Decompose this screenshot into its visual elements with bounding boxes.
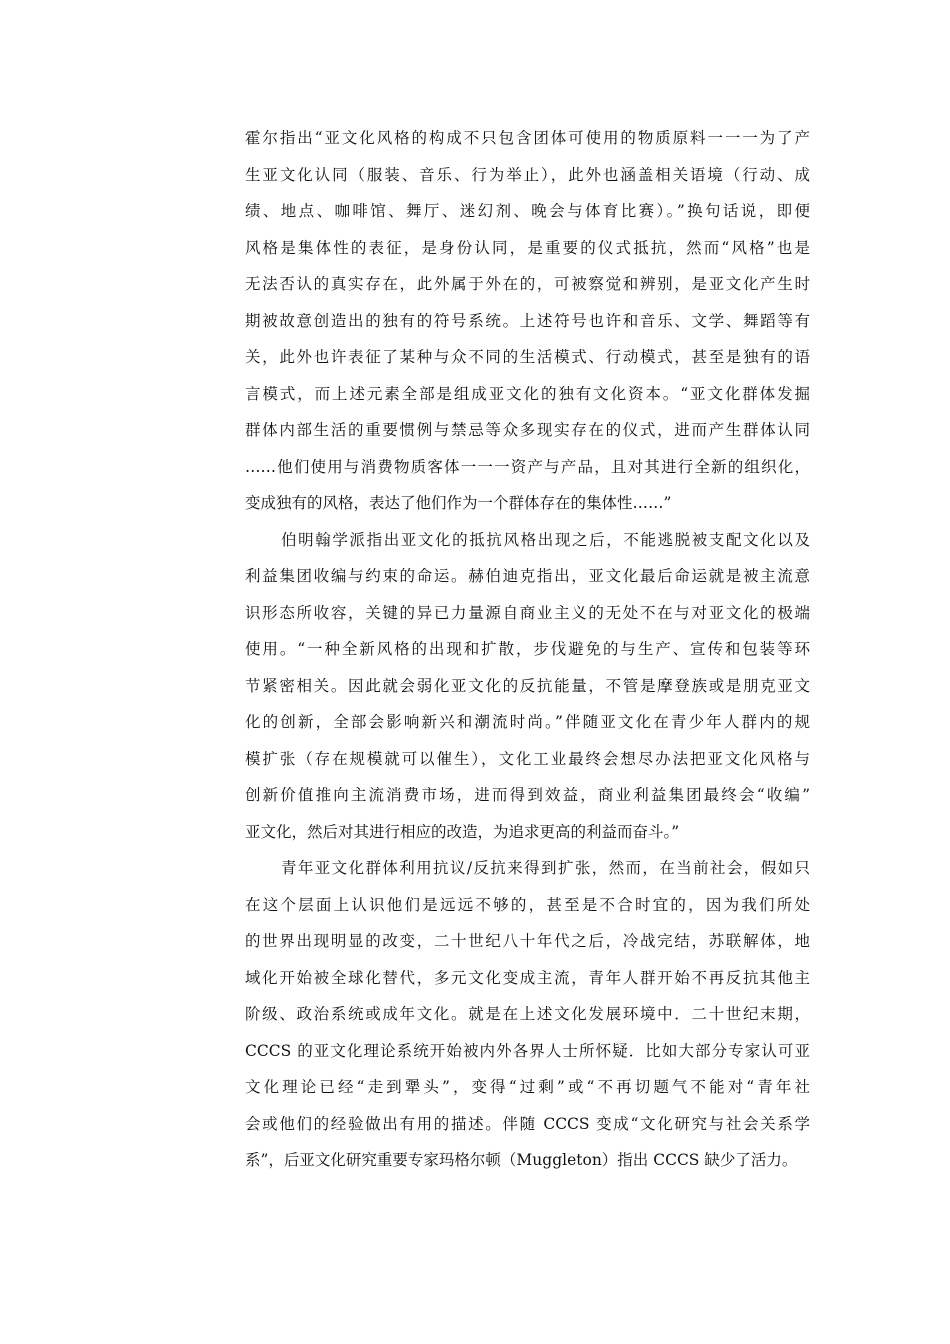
text-line: 青年亚文化群体利用抗议/反抗来得到扩张，然而，在当前社会，假如只	[281, 859, 810, 877]
text-line: 识形态所收容，关键的异已力量源自商业主义的无处不在与对亚文化的极端	[245, 603, 810, 622]
text-line: 生亚文化认同（服装、音乐、行为举止），此外也涵盖相关语境（行动、成	[245, 165, 810, 184]
text-line: 节紧密相关。因此就会弱化亚文化的反抗能量，不管是摩登族或是朋克亚文	[245, 676, 810, 695]
text-line: 的世界出现明显的改变，二十世纪八十年代之后，冷战完结，苏联解体，地	[245, 932, 810, 950]
text-line: 模扩张（存在规模就可以催生），文化工业最终会想尽办法把亚文化风格与	[245, 749, 810, 768]
paragraph-2	[245, 522, 810, 851]
text-line: 霍尔指出“亚文化风格的构成不只包含团体可使用的物质原料一一一为了产	[245, 129, 810, 147]
text-line: 风格是集体性的表征，是身份认同，是重要的仪式抵抗，然而“风格”也是	[245, 238, 810, 257]
text-line: 关，此外也许表征了某种与众不同的生活模式、行动模式，甚至是独有的语	[245, 348, 810, 366]
text-line: 变成独有的风格，表达了他们作为一个群体存在的集体性……”	[245, 494, 672, 512]
paragraph-3	[245, 850, 810, 1179]
text-line: 会或他们的经验做出有用的描述。伴随 CCCS 变成“文化研究与社会关系学	[245, 1114, 810, 1133]
text-line: 阶级、政治系统或成年文化。就是在上述文化发展环境中．二十世纪末期，	[245, 1005, 810, 1023]
text-line: 使用。“一种全新风格的出现和扩散，步伐避免的与生产、宣传和包装等环	[245, 640, 810, 658]
text-line: 无法否认的真实存在，此外属于外在的，可被察觉和辨别，是亚文化产生时	[245, 275, 810, 293]
text-line: 域化开始被全球化替代，多元文化变成主流，青年人群开始不再反抗其他主	[245, 968, 810, 987]
text-line: 创新价值推向主流消费市场，进而得到效益，商业利益集团最终会“收编”	[245, 786, 810, 804]
text-line: 群体内部生活的重要惯例与禁忌等众多现实存在的仪式，进而产生群体认同	[245, 421, 810, 439]
text-line: 在这个层面上认识他们是远远不够的，甚至是不合时宜的，因为我们所处	[245, 895, 810, 914]
text-line: 伯明翰学派指出亚文化的抵抗风格出现之后，不能逃脱被支配文化以及	[281, 530, 810, 549]
text-line: 言模式，而上述元素全部是组成亚文化的独有文化资本。“亚文化群体发掘	[245, 384, 810, 403]
text-line: CCCS 的亚文化理论系统开始被内外各界人士所怀疑．比如大部分专家认可亚	[245, 1041, 810, 1060]
text-line: 期被故意创造出的独有的符号系统。上述符号也许和音乐、文学、舞蹈等有	[245, 311, 810, 330]
text-line: 亚文化，然后对其进行相应的改造，为追求更高的利益而奋斗。”	[245, 822, 680, 841]
text-line: 文化理论已经“走到犟头”，变得“过剩”或“不再切题气不能对“青年社	[245, 1078, 810, 1096]
text-line: 绩、地点、咖啡馆、舞厅、迷幻剂、晚会与体育比赛）。”换句话说，即便	[245, 202, 810, 220]
text-line: 利益集团收编与约束的命运。赫伯迪克指出，亚文化最后命运就是被主流意	[245, 567, 810, 585]
text-line: 系”，后亚文化研究重要专家玛格尔顿（Muggleton）指出 CCCS 缺少了活力。	[245, 1151, 798, 1169]
text-line: 化的创新，全部会影响新兴和潮流时尚。”伴随亚文化在青少年人群内的规	[245, 713, 810, 731]
text-line: ……他们使用与消费物质客体一一一资产与产品，且对其进行全新的组织化，	[245, 457, 810, 476]
body-text	[245, 120, 810, 1179]
paragraph-1	[245, 120, 810, 522]
